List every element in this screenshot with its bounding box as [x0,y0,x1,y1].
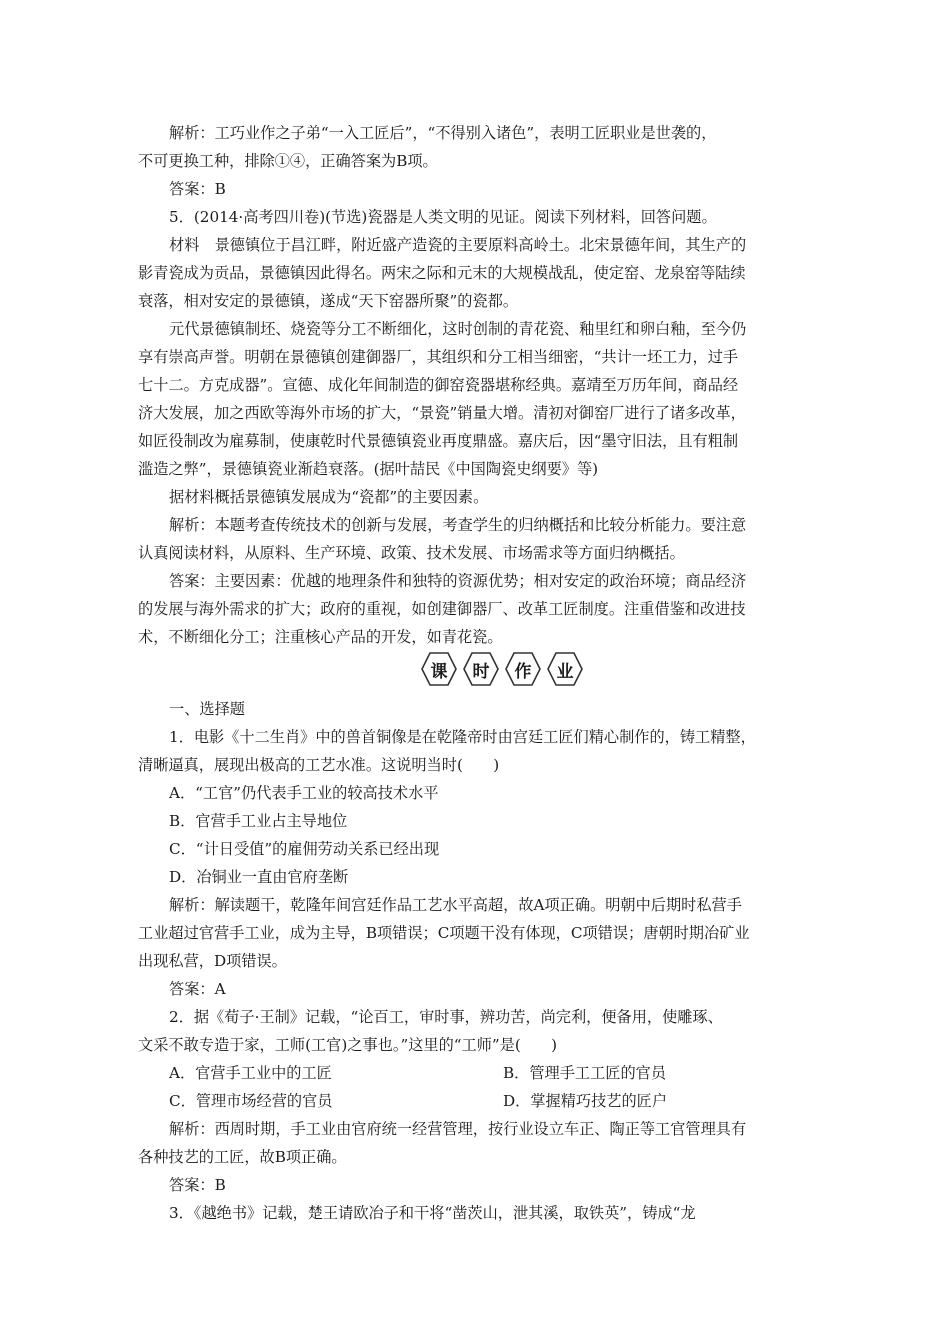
option-b: B．管理手工工匠的官员 [503,1064,667,1082]
text-line: 影青瓷成为贡品，景德镇因此得名。两宋之际和元末的大规模战乱，使定窑、龙泉窑等陆续 [138,264,746,282]
text-line: 答案：B [169,180,226,198]
banner-hex [505,652,541,686]
text-line: 解析：本题考查传统技术的创新与发展，考查学生的归纳概括和比较分析能力。要注意 [169,516,747,534]
text-line: 解析：西周时期，手工业由官府统一经营管理，按行业设立车正、陶正等工官管理具有 [169,1120,747,1138]
text-line: 术，不断细化分工；注重核心产品的开发，如青花瓷。 [138,628,503,646]
text-line: 据材料概括景德镇发展成为“瓷都”的主要因素。 [169,488,489,506]
option-b: B．官营手工业占主导地位 [169,812,348,830]
text-line: 享有崇高声誉。明朝在景德镇创建御器厂，其组织和分工相当细密，“共计一坯工力，过手 [138,348,739,366]
text-line: 文采不敢专造于家，工师(工官)之事也。”这里的“工师”是( ) [138,1036,558,1054]
text-line: 出现私营，D项错误。 [138,952,287,970]
text-line: 答案：B [169,1176,226,1194]
text-line: 认真阅读材料，从原料、生产环境、政策、技术发展、市场需求等方面归纳概括。 [138,544,685,562]
text-line: 清晰逼真，展现出极高的工艺水准。这说明当时( ) [138,756,500,774]
banner-hex [547,652,583,686]
option-d: D．掌握精巧技艺的匠户 [503,1092,668,1110]
option-a: A．官营手工业中的工匠 [169,1064,332,1082]
banner-hex [463,652,499,686]
text-line: 答案：A [169,980,226,998]
banner-char: 课 [430,661,448,682]
text-line: 2．据《荀子·王制》记载，“论百工，审时事，辨功苦，尚完利，便备用，使雕琢、 [169,1008,723,1026]
banner-char: 时 [472,661,490,682]
text-line: 各种技艺的工匠，故B项正确。 [138,1148,347,1166]
text-line: 衰落，相对安定的景德镇，遂成“天下窑器所聚”的瓷都。 [138,292,519,310]
text-line: 元代景德镇制坯、烧瓷等分工不断细化，这时创制的青花瓷、釉里红和卵白釉，至今仍 [169,320,747,338]
text-line: 七十二。方克成器”。宣德、成化年间制造的御窑瓷器堪称经典。嘉靖至万历年间，商品经 [138,376,739,394]
text-line: 的发展与海外需求的扩大；政府的重视，如创建御器厂、改革工匠制度。注重借鉴和改进技 [138,600,746,618]
text-line: 5．(2014·高考四川卷)(节选)瓷器是人类文明的见证。阅读下列材料，回答问题。 [169,208,717,226]
text-line: 材料 景德镇位于昌江畔，附近盛产造瓷的主要原料高岭土。北宋景德年间，其生产的 [169,236,747,254]
text-line: 工业超过官营手工业，成为主导，B项错误；C项题干没有体现，C项错误；唐朝时期冶矿业 [138,924,750,942]
text-line: 解析：工巧业作之子弟“一入工匠后”，“不得别入诸色”，表明工匠职业是世袭的， [169,124,717,142]
option-d: D．冶铜业一直由官府垄断 [169,868,349,886]
text-line: 解析：解读题干，乾隆年间宫廷作品工艺水平高超，故A项正确。明朝中后期时私营手 [169,896,742,914]
text-line: 1．电影《十二生肖》中的兽首铜像是在乾隆帝时由宫廷工匠们精心制作的，铸工精整， [169,728,756,746]
option-c: C．管理市场经营的官员 [169,1092,333,1110]
banner-char: 作 [514,661,532,682]
text-line: 如匠役制改为雇募制，使康乾时代景德镇瓷业再度鼎盛。嘉庆后，因“墨守旧法，且有粗制 [138,432,739,450]
option-a: A．“工官”仍代表手工业的较高技术水平 [169,784,439,802]
text-line: 答案：主要因素：优越的地理条件和独特的资源优势；相对安定的政治环境；商品经济 [169,572,747,590]
option-c: C．“计日受值”的雇佣劳动关系已经出现 [169,840,440,858]
text-line: 3．《越绝书》记载，楚王请欧冶子和干将“凿茨山，泄其溪，取铁英”，铸成“龙 [169,1204,696,1222]
text-line: 滥造之弊”，景德镇瓷业渐趋衰落。(据叶喆民《中国陶瓷史纲要》等) [138,460,599,478]
section-heading: 一、选择题 [169,700,245,718]
banner-char: 业 [556,661,574,682]
banner-hex [421,652,457,686]
text-line: 济大发展，加之西欧等海外市场的扩大，“景瓷”销量大增。清初对御窑厂进行了诸多改革， [138,404,746,422]
section-banner [421,652,583,690]
text-line: 不可更换工种，排除①④，正确答案为B项。 [138,152,438,170]
